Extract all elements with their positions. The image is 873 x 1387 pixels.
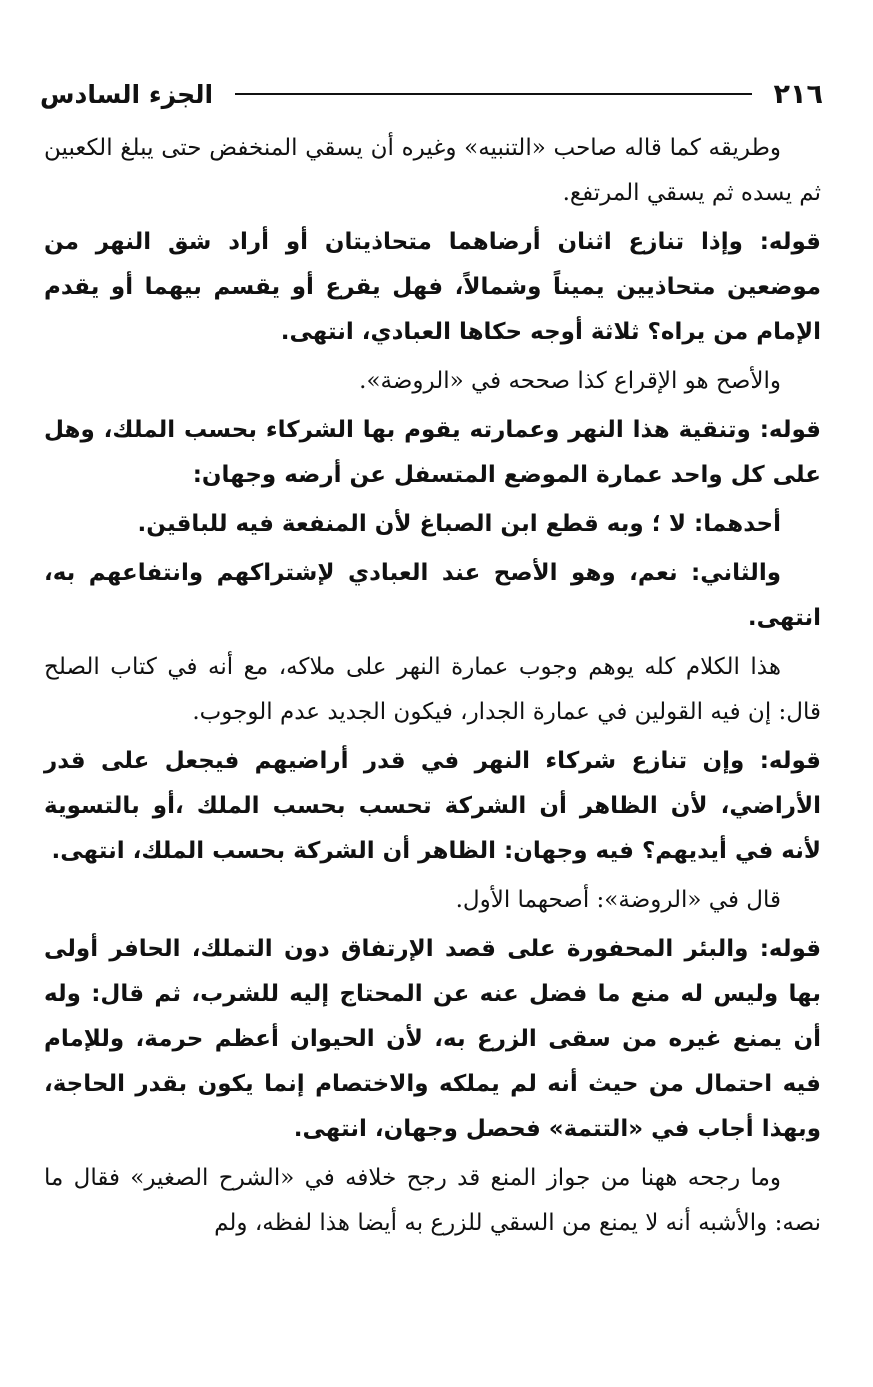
paragraph-quote-dispute-land-size: قوله: وإن تنازع شركاء النهر في قدر أراضيهم فيجعل على قدر الأراضي، لأن الظاهر أن الشركة تحسب بحسب الملك ،أو بالتسوية لأنه في أيديهم؟ فيه وجهان: الظاهر أن الشركة بحسب الملك، انتهى. (44, 748, 821, 864)
page-number: ٢١٦ (773, 78, 823, 110)
page-header (40, 70, 823, 118)
paragraph-correct-view-lot: والأصح هو الإقراع كذا صححه في «الروضة». (359, 368, 781, 394)
body-text (44, 126, 821, 1250)
paragraph-quote-well: قوله: والبئر المحفورة على قصد الإرتفاق دون التملك، الحافر أولى بها وليس له منع ما فضل عنه عن المحتاج إليه للشرب، ثم قال: وله أن يمنع غيره من سقى الزرع به، لأن الحيوان أعظم حرمة، وللإمام فيه احتمال من حيث أنه لم يملكه والاختصام إنما يكون بقدر الحاجة، وبهذا أجاب في «التتمة» فحصل وجهان، انتهى. (44, 936, 821, 1142)
paragraph-quote-dispute-adjacent-lands: قوله: وإذا تنازع اثنان أرضاهما متحاذيتان أو أراد شق النهر من موضعين متحاذيين يميناً وشمالاً، فهل يقرع أو يقسم بيهما أو يقدم الإمام من يراه؟ ثلاثة أوجه حكاها العبادي، انتهى. (44, 229, 821, 345)
paragraph-commentary-sharh-saghir: وما رجحه ههنا من جواز المنع قد رجح خلافه في «الشرح الصغير» فقال ما نصه: والأشبه أنه لا يمنع من السقي للزرع به أيضا هذا لفظه، ولم (44, 1165, 821, 1236)
paragraph-commentary-maintenance: هذا الكلام كله يوهم وجوب عمارة النهر على ملاكه، مع أنه في كتاب الصلح قال: إن فيه القولين في عمارة الجدار، فيكون الجديد عدم الوجوب. (44, 654, 821, 725)
paragraph-first-view: أحدهما: لا ؛ وبه قطع ابن الصباغ لأن المنفعة فيه للباقين. (137, 511, 781, 537)
paragraph-rawda-first: قال في «الروضة»: أصحهما الأول. (455, 887, 781, 913)
paragraph-method-of-watering: وطريقه كما قاله صاحب «التنبيه» وغيره أن يسقي المنخفض حتى يبلغ الكعبين ثم يسده ثم يسقي المرتفع. (44, 135, 821, 206)
paragraph-quote-river-cleaning: قوله: وتنقية هذا النهر وعمارته يقوم بها الشركاء بحسب الملك، وهل على كل واحد عمارة الموضع المتسفل عن أرضه وجهان: (44, 417, 821, 488)
running-title: الجزء السادس (40, 79, 214, 109)
header-rule (235, 93, 751, 95)
paragraph-second-view: والثاني: نعم، وهو الأصح عند العبادي لإشتراكهم وانتفاعهم به، انتهى. (44, 560, 821, 631)
